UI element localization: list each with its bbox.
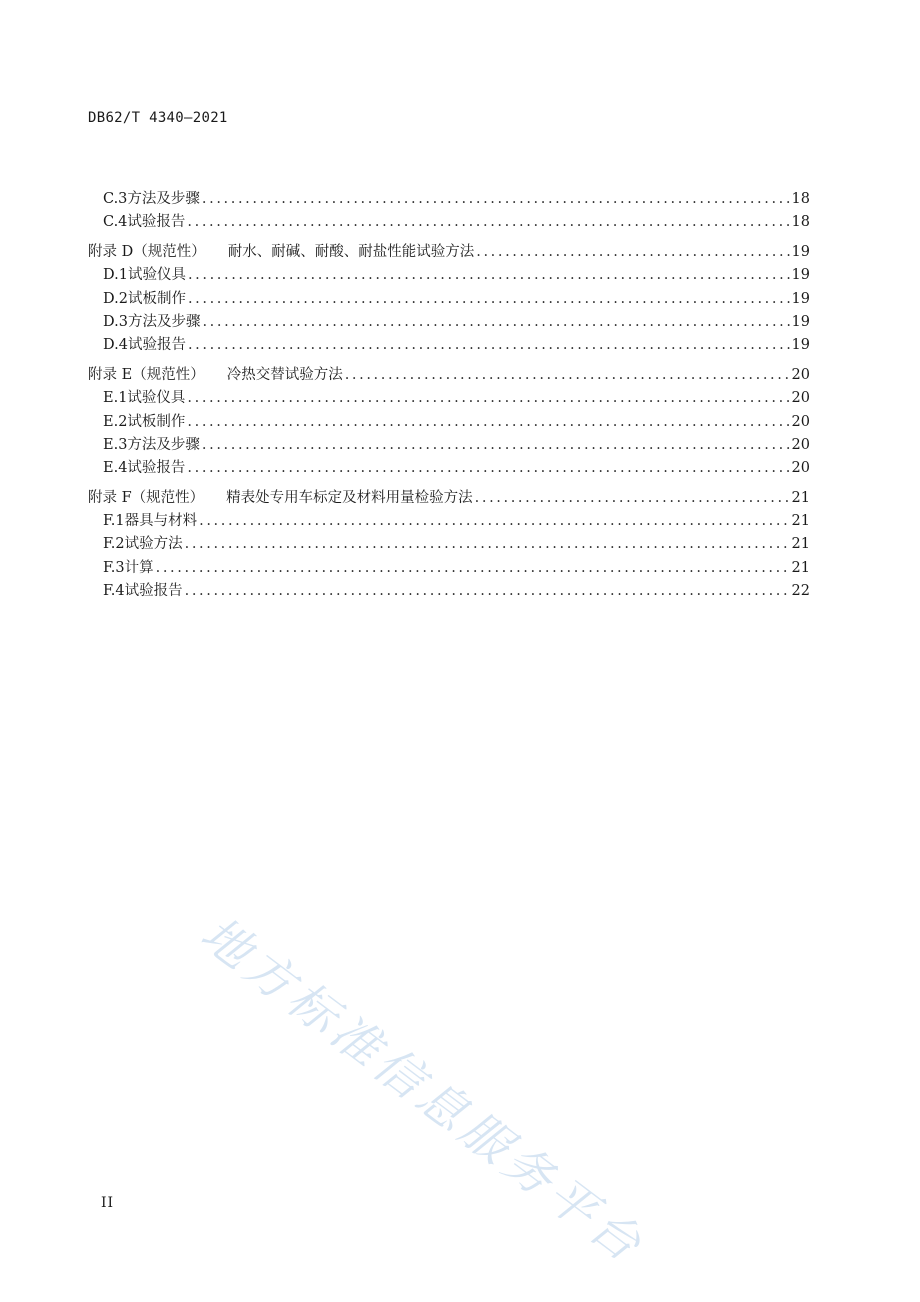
toc-entry-d3[interactable] — [88, 311, 810, 334]
toc-leader-dots — [185, 533, 790, 556]
toc-entry-title: 计算 — [124, 559, 154, 576]
toc-entry-page: 22 — [791, 583, 810, 600]
toc-entry-title: 试验仪具 — [127, 390, 186, 407]
toc-entry-f3[interactable] — [88, 557, 810, 580]
toc-entry-title: 试验报告 — [124, 583, 183, 600]
toc-entry-title: 精表处专用车标定及材料用量检验方法 — [226, 489, 473, 506]
toc-leader-dots — [188, 264, 790, 287]
toc-entry-page: 19 — [791, 313, 810, 330]
toc-entry-page: 20 — [791, 436, 810, 453]
toc-entry-page: 19 — [791, 267, 810, 284]
toc-entry-appendix-e[interactable] — [88, 364, 810, 387]
table-of-contents — [88, 188, 810, 604]
toc-entry-page: 21 — [791, 489, 810, 506]
watermark: 地方标准信息服务平台 — [190, 905, 656, 1276]
toc-entry-number: E.3 — [103, 436, 128, 453]
toc-entry-appendix-f[interactable] — [88, 487, 810, 510]
toc-entry-number: E.2 — [103, 413, 128, 430]
toc-entry-page: 18 — [791, 191, 810, 207]
toc-entry-number: E.1 — [103, 390, 128, 407]
toc-entry-page: 20 — [791, 366, 810, 383]
toc-entry-c3[interactable] — [88, 188, 810, 211]
toc-entry-f1[interactable] — [88, 510, 810, 533]
toc-entry-title: 方法及步骤 — [127, 313, 201, 330]
toc-entry-f2[interactable] — [88, 533, 810, 556]
toc-leader-dots — [188, 334, 790, 357]
toc-entry-f4[interactable] — [88, 580, 810, 603]
toc-entry-page: 19 — [791, 243, 810, 260]
toc-entry-number: F.4 — [103, 583, 125, 600]
toc-leader-dots — [187, 457, 789, 480]
toc-leader-dots — [199, 510, 789, 533]
toc-entry-title: 试验报告 — [127, 337, 186, 354]
toc-entry-title: 试板制作 — [127, 413, 186, 430]
toc-entry-page: 19 — [791, 290, 810, 307]
toc-leader-dots — [185, 580, 790, 603]
toc-entry-page: 21 — [791, 536, 810, 553]
toc-entry-d4[interactable] — [88, 334, 810, 357]
toc-entry-number: D.3 — [103, 313, 128, 330]
toc-appendix-label: 附录 E（规范性） — [88, 366, 205, 383]
toc-entry-number: D.2 — [103, 290, 128, 307]
document-code: DB62/T 4340—2021 — [88, 110, 228, 126]
toc-entry-number: C.4 — [103, 214, 128, 231]
toc-entry-page: 19 — [791, 337, 810, 354]
toc-entry-title: 冷热交替试验方法 — [226, 366, 343, 383]
toc-entry-number: E.4 — [103, 460, 128, 477]
toc-entry-page: 20 — [791, 413, 810, 430]
toc-entry-page: 18 — [791, 214, 810, 231]
toc-entry-page: 21 — [791, 559, 810, 576]
toc-entry-page: 21 — [791, 513, 810, 530]
toc-entry-d1[interactable] — [88, 264, 810, 287]
page-number: II — [101, 1195, 115, 1211]
toc-entry-e4[interactable] — [88, 457, 810, 480]
toc-entry-title: 试验仪具 — [127, 267, 186, 284]
toc-entry-title: 方法及步骤 — [127, 436, 200, 453]
toc-entry-e2[interactable] — [88, 411, 810, 434]
toc-leader-dots — [156, 557, 790, 580]
toc-entry-number: F.3 — [103, 559, 125, 576]
toc-entry-title: 器具与材料 — [124, 513, 198, 530]
toc-leader-dots — [202, 434, 790, 457]
toc-entry-title: 耐水、耐碱、耐酸、耐盐性能试验方法 — [227, 243, 475, 260]
toc-entry-page: 20 — [791, 390, 810, 407]
toc-appendix-label: 附录 F（规范性） — [88, 489, 205, 506]
toc-leader-dots — [202, 311, 789, 334]
toc-entry-d2[interactable] — [88, 288, 810, 311]
toc-leader-dots — [345, 364, 790, 387]
toc-entry-number: D.1 — [103, 267, 128, 284]
toc-entry-title: 试验报告 — [127, 460, 186, 477]
toc-entry-e1[interactable] — [88, 387, 810, 410]
toc-entry-number: F.2 — [103, 536, 125, 553]
toc-leader-dots — [188, 288, 790, 311]
toc-entry-e3[interactable] — [88, 434, 810, 457]
toc-entry-number: F.1 — [103, 513, 125, 530]
toc-entry-title: 方法及步骤 — [127, 191, 200, 207]
toc-entry-appendix-d[interactable] — [88, 241, 810, 264]
toc-entry-title: 试板制作 — [127, 290, 186, 307]
toc-entry-title: 试验方法 — [124, 536, 183, 553]
toc-leader-dots — [187, 211, 789, 234]
toc-leader-dots — [202, 188, 790, 211]
toc-entry-number: C.3 — [103, 191, 128, 207]
toc-entry-c4[interactable] — [88, 211, 810, 234]
toc-entry-title: 试验报告 — [127, 214, 186, 231]
toc-entry-page: 20 — [791, 460, 810, 477]
toc-leader-dots — [187, 387, 789, 410]
toc-entry-number: D.4 — [103, 337, 128, 354]
toc-leader-dots — [187, 411, 789, 434]
toc-leader-dots — [475, 487, 790, 510]
toc-leader-dots — [476, 241, 789, 264]
toc-appendix-label: 附录 D（规范性） — [88, 243, 206, 260]
